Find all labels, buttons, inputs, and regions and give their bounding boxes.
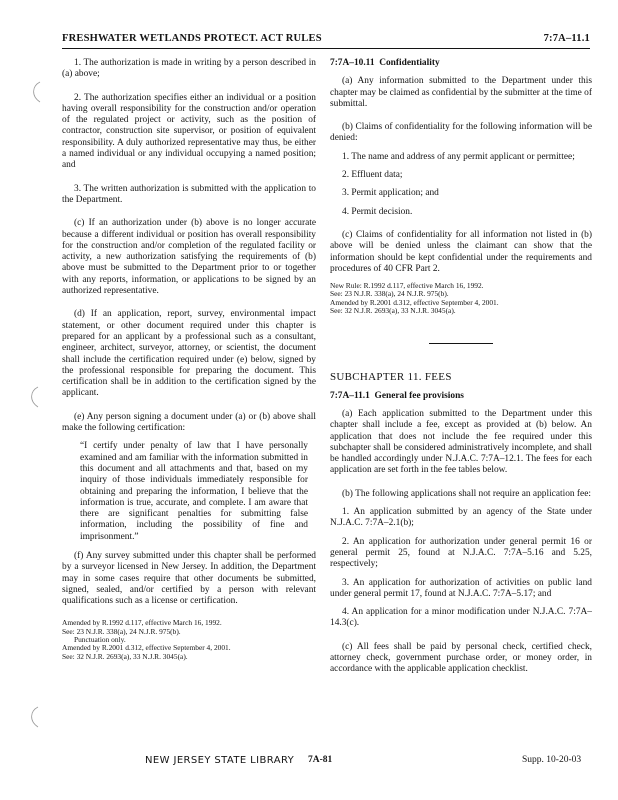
section-divider: [429, 343, 493, 344]
history-note-line: Punctuation only.: [74, 635, 126, 645]
list-item: 1. The name and address of any permit applicant or permittee;: [342, 151, 575, 162]
history-note-line: See: 32 N.J.R. 2693(a), 33 N.J.R. 3045(a).: [62, 651, 188, 661]
left-column: [62, 58, 316, 667]
paragraph-11-1-c: (c) All fees shall be paid by personal check, certified check, attorney check, government purchase order, or money order, in accordance with the applicable application checklist.: [330, 641, 592, 675]
paragraph-10-11-c: (c) Claims of confidentiality for all information not listed in (b) above will be denied unless the claimant can show that the information should be kept confidential under the requirements and procedures of 40 CFR Part 2.: [330, 229, 592, 274]
right-column: [330, 58, 592, 683]
list-item: 3. An application for authorization of activities on public land under general permit 17, found at N.J.A.C. 7:7A–5.17; and: [330, 577, 592, 599]
history-note: [62, 619, 316, 660]
paragraph-11-1-b: (b) The following applications shall not require an application fee:: [342, 488, 591, 499]
paragraph-b1: 1. The authorization is made in writing by a person described in (a) above;: [62, 58, 316, 80]
history-note: [330, 282, 592, 315]
section-heading: [330, 391, 592, 402]
binding-mark-icon: [26, 385, 40, 409]
paragraph-10-11-b: (b) Claims of confidentiality for the following information will be denied:: [330, 122, 592, 144]
library-stamp: NEW JERSEY STATE LIBRARY: [145, 755, 295, 766]
paragraph-b2: 2. The authorization specifies either an individual or a position having overall responsibility for the construction and/or operation of the regulated project or activity, such as the position of contractor, construction site supervisor, or position of equivalent responsibility. A duly authorized representative may thus, be either a named individual or any individual occupying a named position; and: [62, 92, 316, 171]
list-item: 1. An application submitted by an agency of the State under N.J.A.C. 7:7A–2.1(b);: [330, 507, 592, 529]
list-item: 2. Effluent data;: [342, 170, 403, 181]
history-note-line: See: 32 N.J.R. 2693(a), 33 N.J.R. 3045(a).: [330, 306, 456, 316]
running-header: [62, 32, 590, 49]
paragraph-f: (f) Any survey submitted under this chapter shall be performed by a surveyor licensed in New Jersey. In addition, the Department may in some cases require that other documents be submitted, signed, sealed, and/or certified by a person with relevant qualifications such as a license or certification.: [62, 550, 316, 607]
header-title: FRESHWATER WETLANDS PROTECT. ACT RULES: [62, 33, 322, 44]
header-section-number: 7:7A–11.1: [543, 33, 590, 44]
binding-mark-icon: [28, 80, 42, 104]
binding-mark-icon: [26, 705, 40, 729]
section-title: General fee provisions: [374, 390, 464, 401]
history-note-line: See: 23 N.J.R. 338(a), 24 N.J.R. 975(b).: [330, 289, 449, 299]
paragraph-e: (e) Any person signing a document under (a) or (b) above shall make the following certification:: [62, 411, 316, 434]
history-note-line: See: 23 N.J.R. 338(a), 24 N.J.R. 975(b).: [62, 626, 181, 636]
section-title: Confidentiality: [379, 58, 440, 68]
paragraph-d: (d) If an application, report, survey, environmental impact statement, or other document required under this chapter is prepared for an applicant by a professional such as a consultant, engineer, architect, surveyor, attorney, or scientist, the document shall include the certification required under (e) below, signed by the professional responsible for preparing the document. This certification shall be in addition to the certification signed by the applicant.: [62, 309, 316, 399]
list-item: 3. Permit application; and: [342, 188, 439, 199]
section-number: 7:7A–11.1: [330, 390, 370, 401]
paragraph-10-11-a: (a) Any information submitted to the Department under this chapter may be claimed as confidential by the submitter at the time of submittal.: [330, 76, 592, 109]
certification-quote: “I certify under penalty of law that I have personally examined and am familiar with the information submitted in this document and all attachments and that, based on my inquiry of those individuals immediately responsible for obtaining and preparing the information, I believe that the information is true, accurate, and complete. I am aware that there are significant penalties for submitting false information, including the possibility of fine and imprisonment.”: [80, 441, 308, 542]
page-number: 7A-81: [308, 755, 333, 765]
list-item: 4. An application for a minor modification under N.J.A.C. 7:7A–14.3(c).: [330, 607, 592, 629]
list-item: 4. Permit decision.: [342, 206, 413, 217]
paragraph-c: (c) If an authorization under (b) above is no longer accurate because a different individual or position has overall responsibility for the construction and/or completion of the regulated facility or activity, a new authorization satisfying the requirements of (b) above must be submitted to the Department prior to or together with any reports, information, or applications to be signed by an authorized representative.: [62, 218, 316, 297]
subchapter-heading: SUBCHAPTER 11. FEES: [330, 371, 452, 384]
supplement-date: Supp. 10-20-03: [522, 755, 582, 765]
paragraph-b3: 3. The written authorization is submitted with the application to the Department.: [62, 183, 316, 205]
history-note-line: Amended by R.2001 d.312, effective September 4, 2001.: [62, 643, 231, 653]
section-heading: [330, 58, 592, 69]
history-note-line: New Rule: R.1992 d.117, effective March 16, 1992.: [330, 281, 484, 291]
history-note-line: Amended by R.1992 d.117, effective March 16, 1992.: [62, 618, 222, 628]
paragraph-11-1-a: (a) Each application submitted to the Department under this chapter shall include a fee, except as provided at (b) below. An application that does not include the fee required under this subchapter shall be considered administratively incomplete, and shall be handled accordingly under N.J.A.C. 7:7A–12.1. The fees for each application are set forth in the fee tables below.: [330, 408, 592, 476]
history-note-line: Amended by R.2001 d.312, effective September 4, 2001.: [330, 297, 499, 307]
section-number: 7:7A–10.11: [330, 58, 375, 68]
list-item: 2. An application for authorization under general permit 16 or general permit 25, found at N.J.A.C. 7:7A–5.16 and 5.25, respectively;: [330, 536, 592, 570]
